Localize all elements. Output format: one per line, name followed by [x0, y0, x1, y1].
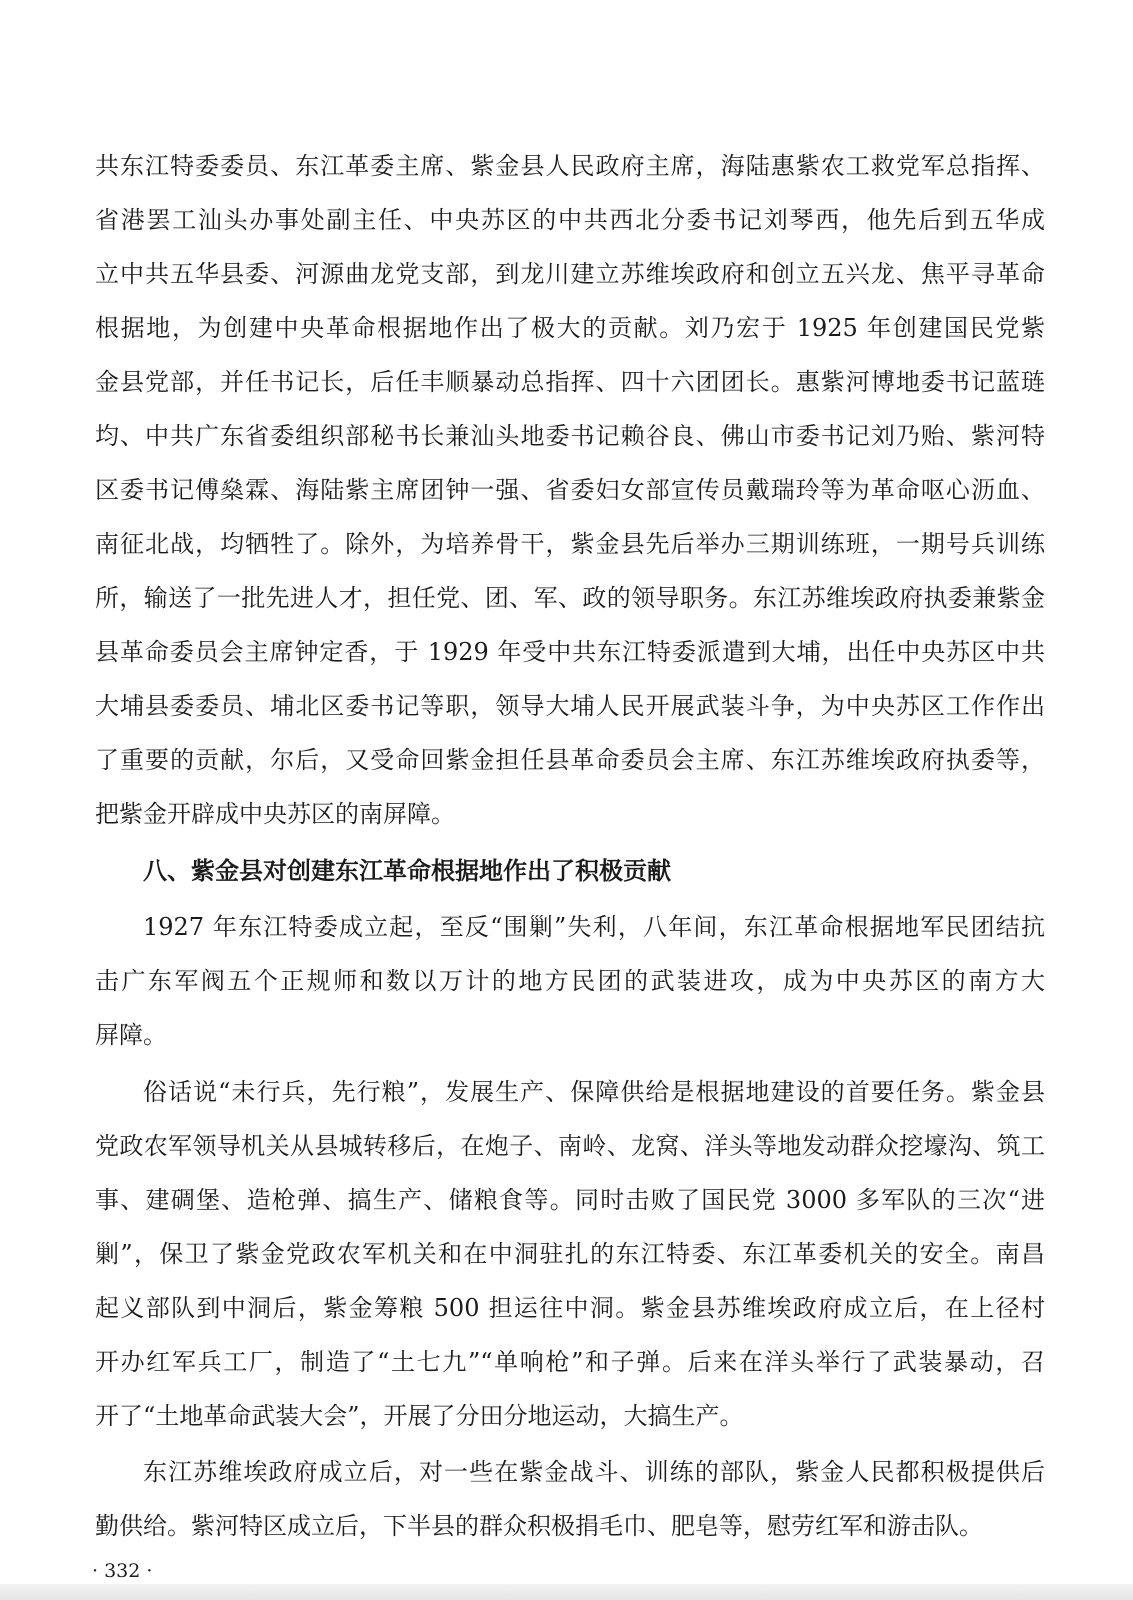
text-line: 党政农军领导机关从县城转移后，在炮子、南岭、龙窝、洋头等地发动群众挖壕沟、筑工 [95, 1132, 1045, 1160]
text-line: 开了“土地革命武装大会”，开展了分田分地运动，大搞生产。 [95, 1402, 744, 1430]
text-line: 了重要的贡献，尔后，又受命回紫金担任县革命委员会主席、东江苏维埃政府执委等， [95, 746, 1045, 774]
text-line: 事、建碉堡、造枪弹、搞生产、储粮食等。同时击败了国民党 3000 多军队的三次“进 [95, 1186, 1045, 1214]
text-line: 区委书记傅燊霖、海陆紫主席团钟一强、省委妇女部宣传员戴瑞玲等为革命呕心沥血、 [95, 476, 1045, 504]
text-line: 县革命委员会主席钟定香，于 1929 年受中共东江特委派遣到大埔，出任中央苏区中共 [95, 638, 1045, 666]
text-line: 剿”，保卫了紫金党政农军机关和在中洞驻扎的东江特委、东江革委机关的安全。南昌 [95, 1240, 1045, 1268]
text-line: 俗话说“未行兵，先行粮”，发展生产、保障供给是根据地建设的首要任务。紫金县 [143, 1078, 1045, 1106]
text-line: 东江苏维埃政府成立后，对一些在紫金战斗、训练的部队，紫金人民都积极提供后 [143, 1458, 1045, 1486]
section-heading: 八、紫金县对创建东江革命根据地作出了积极贡献 [143, 857, 671, 885]
text-line: 击广东军阀五个正规师和数以万计的地方民团的武装进攻，成为中央苏区的南方大 [95, 967, 1045, 995]
text-line: 1927 年东江特委成立起，至反“围剿”失利，八年间，东江革命根据地军民团结抗 [143, 913, 1045, 941]
text-line: 共东江特委委员、东江革委主席、紫金县人民政府主席，海陆惠紫农工救党军总指挥、 [95, 152, 1045, 180]
text-line: 勤供给。紫河特区成立后，下半县的群众积极捐毛巾、肥皂等，慰劳红军和游击队。 [95, 1512, 983, 1540]
text-line: 金县党部，并任书记长，后任丰顺暴动总指挥、四十六团团长。惠紫河博地委书记蓝琏 [95, 368, 1045, 396]
text-line: 起义部队到中洞后，紫金筹粮 500 担运往中洞。紫金县苏维埃政府成立后，在上径村 [95, 1294, 1045, 1322]
text-line: 大埔县委委员、埔北区委书记等职，领导大埔人民开展武装斗争，为中央苏区工作作出 [95, 692, 1045, 720]
text-line: 南征北战，均牺牲了。除外，为培养骨干，紫金县先后举办三期训练班，一期号兵训练 [95, 530, 1045, 558]
text-line: 省港罢工汕头办事处副主任、中央苏区的中共西北分委书记刘琴西，他先后到五华成 [95, 206, 1045, 234]
text-line: 开办红军兵工厂，制造了“土七九”“单响枪”和子弹。后来在洋头举行了武装暴动，召 [95, 1348, 1045, 1376]
text-line: 根据地，为创建中央革命根据地作出了极大的贡献。刘乃宏于 1925 年创建国民党紫 [95, 314, 1045, 342]
scan-edge [0, 1584, 1133, 1600]
text-line: 把紫金开辟成中央苏区的南屏障。 [95, 800, 455, 828]
text-line: 立中共五华县委、河源曲龙党支部，到龙川建立苏维埃政府和创立五兴龙、焦平寻革命 [95, 260, 1045, 288]
text-line: 所，输送了一批先进人才，担任党、团、军、政的领导职务。东江苏维埃政府执委兼紫金 [95, 584, 1045, 612]
page-number: · 332 · [92, 1560, 153, 1582]
text-line: 屏障。 [95, 1021, 167, 1049]
text-line: 均、中共广东省委组织部秘书长兼汕头地委书记赖谷良、佛山市委书记刘乃贻、紫河特 [95, 422, 1045, 450]
